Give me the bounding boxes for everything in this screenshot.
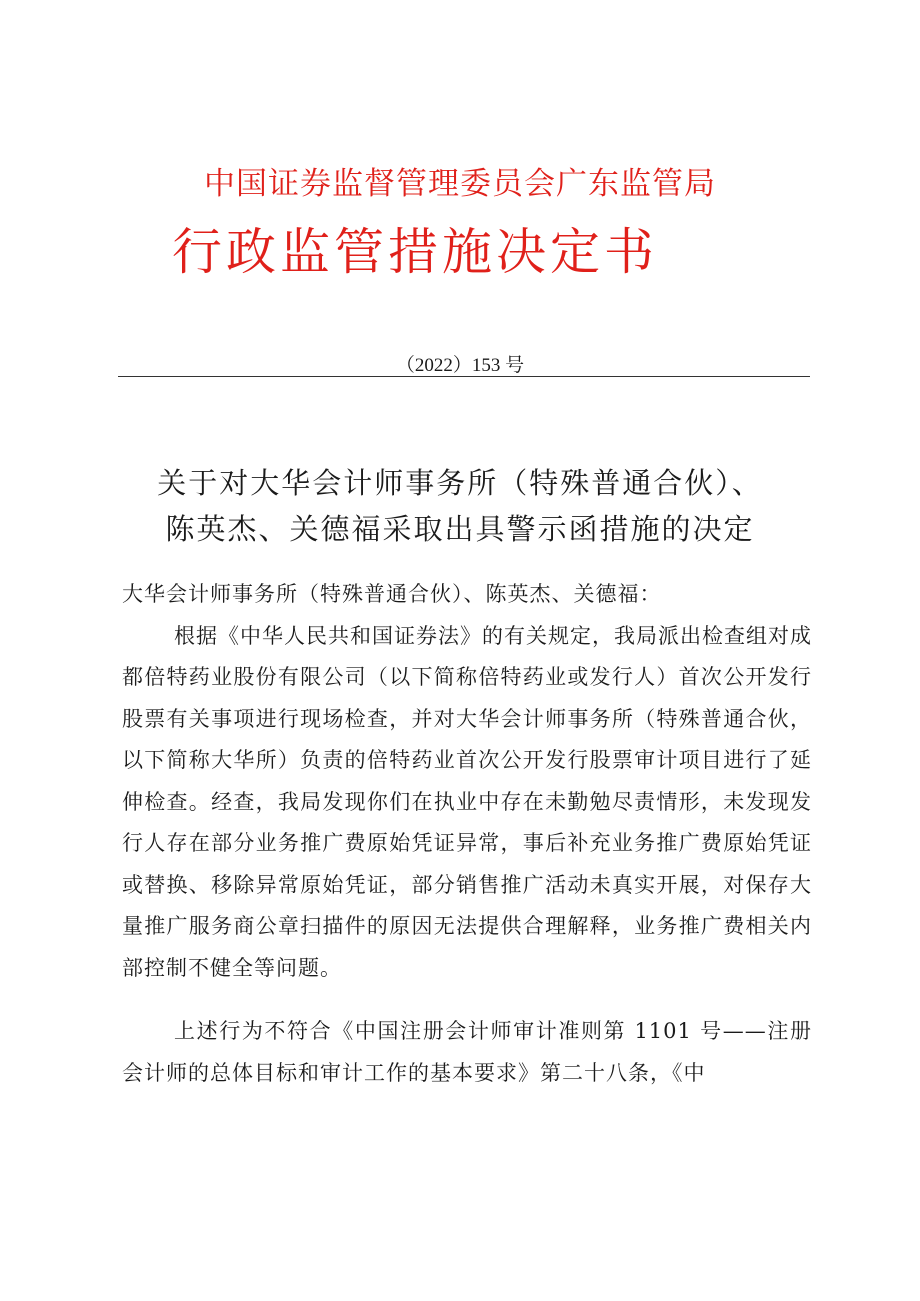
document-number: （2022）153 号 [395, 355, 525, 376]
paragraph-findings: 根据《中华人民共和国证券法》的有关规定，我局派出检查组对成都倍特药业股份有限公司（以下简称倍特药业或发行人）首次公开发行股票有关事项进行现场检查，并对大华会计师事务所（特殊普通合伙，以下简称大华所）负责的倍特药业首次公开发行股票审计项目进行了延伸检查。经查，我局发现你们在执业中存在未勤勉尽责情形，未发现发行人存在部分业务推广费原始凭证异常，事后补充业务推广费原始凭证或替换、移除异常原始凭证，部分销售推广活动未真实开展，对保存大量推广服务商公章扫描件的原因无法提供合理解释，业务推广费相关内部控制不健全等问题。 [122, 623, 812, 980]
subject-line-1: 关于对大华会计师事务所（特殊普通合伙）、 [157, 466, 763, 500]
addressee: 大华会计师事务所（特殊普通合伙）、陈英杰、关德福： [122, 582, 662, 606]
subject-line-2: 陈英杰、关德福采取出具警示函措施的决定 [165, 512, 755, 546]
decision-subject [0, 460, 920, 552]
issuing-organization: 中国证券监督管理委员会广东监管局 [204, 166, 716, 202]
decision-body [122, 574, 812, 1094]
header-divider [118, 376, 810, 377]
paragraph-violation: 上述行为不符合《中国注册会计师审计准则第 1101 号——注册会计师的总体目标和审计工作的基本要求》第二十八条，《中 [122, 1019, 812, 1085]
document-type-title: 行政监管措施决定书 [172, 223, 658, 281]
